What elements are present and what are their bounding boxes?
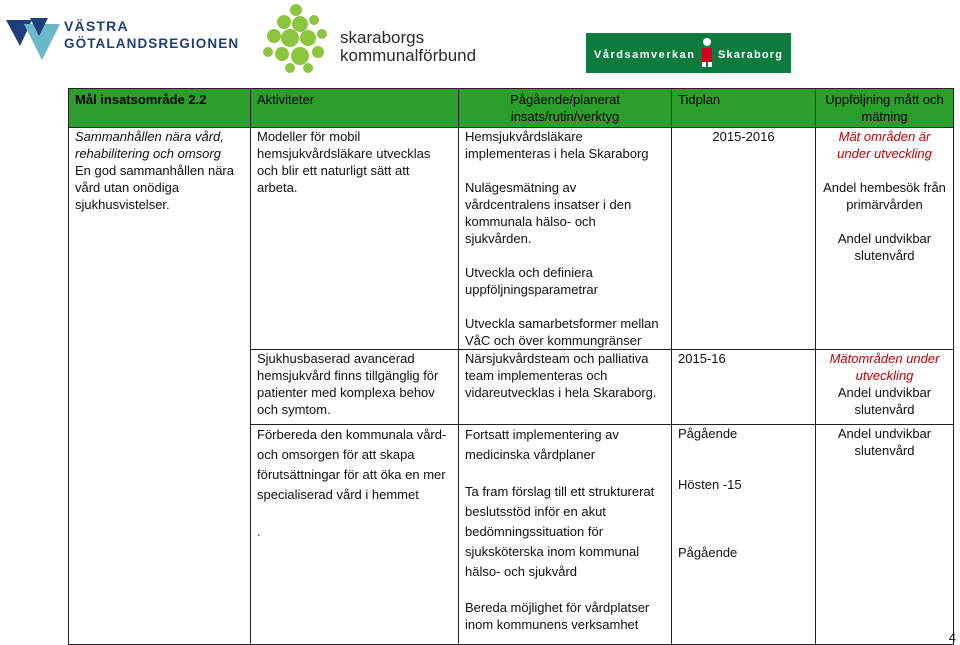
- activity-cell: [251, 350, 459, 425]
- goal-text: En god sammanhållen nära vård utan onödiga sjukhusvistelser.: [75, 163, 234, 212]
- insats-text: Nulägesmätning av vårdcentralens insatser i den kommunala hälso- och sjukvården.: [465, 180, 632, 246]
- followup-cell: [816, 128, 954, 350]
- page-number: 4: [948, 630, 956, 645]
- vardsamverkan-logo-right: Skaraborg: [718, 49, 784, 61]
- activity-line: specialiserad vård i hemmet: [257, 487, 419, 502]
- insats-line: Bereda möjlighet för vårdplatser: [465, 600, 650, 615]
- activity-line: .: [257, 524, 261, 539]
- plan-table: [68, 88, 954, 645]
- followup-cell: [816, 350, 954, 425]
- vgr-logo: [0, 10, 240, 66]
- header-insats: Pågående/planerat insats/rutin/verktyg: [459, 89, 672, 128]
- activity-line: och omsorgen för att skapa: [257, 447, 415, 462]
- insats-line: medicinska vårdplaner: [465, 447, 596, 462]
- timeline-text: Hösten -15: [678, 477, 742, 492]
- insats-cell: [459, 128, 672, 350]
- skaraborg-logo: [262, 2, 482, 74]
- timeline-text: Pågående: [678, 545, 738, 560]
- activity-line: förutsättningar för att öka en mer: [257, 467, 446, 482]
- insats-cell: [459, 350, 672, 425]
- timeline-cell: [672, 425, 816, 645]
- dots-emblem-icon: [262, 2, 338, 74]
- activity-cell: [251, 425, 459, 645]
- timeline-text: 2015-2016: [712, 129, 775, 144]
- vardsamverkan-logo: [586, 33, 791, 73]
- insats-cell: [459, 425, 672, 645]
- followup-text: Andel undvikbar slutenvård: [837, 385, 932, 417]
- insats-line: Fortsatt implementering av: [465, 427, 619, 442]
- table-row: [69, 128, 954, 350]
- followup-text: Andel undvikbar slutenvård: [837, 426, 932, 458]
- activity-text: Modeller för mobil hemsjukvårdsläkare utvecklas och blir ett naturligt sätt att arbeta.: [257, 129, 431, 195]
- insats-line: Ta fram förslag till ett strukturerat: [465, 484, 655, 499]
- insats-text: Utveckla och definiera uppföljningsparametrar: [465, 265, 598, 297]
- insats-line: beslutsstöd inför en akut: [465, 504, 606, 519]
- timeline-cell: [672, 128, 816, 350]
- vgr-emblem-icon: [4, 16, 64, 64]
- followup-text: Andel hembesök från primärvården: [823, 180, 946, 212]
- followup-cell: [816, 425, 954, 645]
- insats-line: hälso- och sjukvård: [465, 564, 577, 579]
- followup-text: Andel undvikbar slutenvård: [837, 231, 932, 263]
- goal-italic: Sammanhållen nära vård, rehabilitering och omsorg: [75, 129, 224, 161]
- followup-red-text: Mätområden under utveckling: [829, 351, 940, 383]
- activity-cell: [251, 128, 459, 350]
- insats-line: sjuksköterska inom kommunal: [465, 544, 640, 559]
- vgr-logo-line1: VÄSTRA: [64, 18, 129, 34]
- table-header-row: [69, 89, 954, 128]
- insats-line: bedömningssituation för: [465, 524, 604, 539]
- timeline-text: 2015-16: [678, 351, 726, 366]
- vardsamverkan-logo-left: Vårdsamverkan: [594, 49, 696, 61]
- header-followup: Uppföljning mått och mätning: [816, 89, 954, 128]
- activity-text: Sjukhusbaserad avancerad hemsjukvård finns tillgänglig för patienter med komplexa behov och symtom.: [257, 351, 439, 417]
- figure-icon: [700, 37, 714, 67]
- skaraborg-logo-line2: kommunalförbund: [340, 46, 477, 65]
- insats-line: inom kommunens verksamhet: [465, 617, 639, 632]
- insats-text: Utveckla samarbetsformer mellan VåC och över kommungränser: [465, 316, 659, 348]
- insats-text: Närsjukvårdsteam och palliativa team implementeras och vidareutvecklas i hela Skaraborg.: [465, 351, 657, 400]
- followup-red-text: Mät områden är under utveckling: [837, 129, 932, 161]
- header-activities: Aktiviteter: [251, 89, 459, 128]
- timeline-cell: [672, 350, 816, 425]
- header-goal: Mål insatsområde 2.2: [69, 89, 251, 128]
- timeline-text: Pågående: [678, 426, 738, 441]
- header-timeline: Tidplan: [672, 89, 816, 128]
- goal-cell: [69, 128, 251, 645]
- skaraborg-logo-line1: skaraborgs: [340, 28, 425, 47]
- vgr-logo-line2: GÖTALANDSREGIONEN: [64, 36, 240, 51]
- activity-line: Förbereda den kommunala vård-: [257, 427, 447, 442]
- insats-text: Hemsjukvårdsläkare implementeras i hela Skaraborg: [465, 129, 649, 161]
